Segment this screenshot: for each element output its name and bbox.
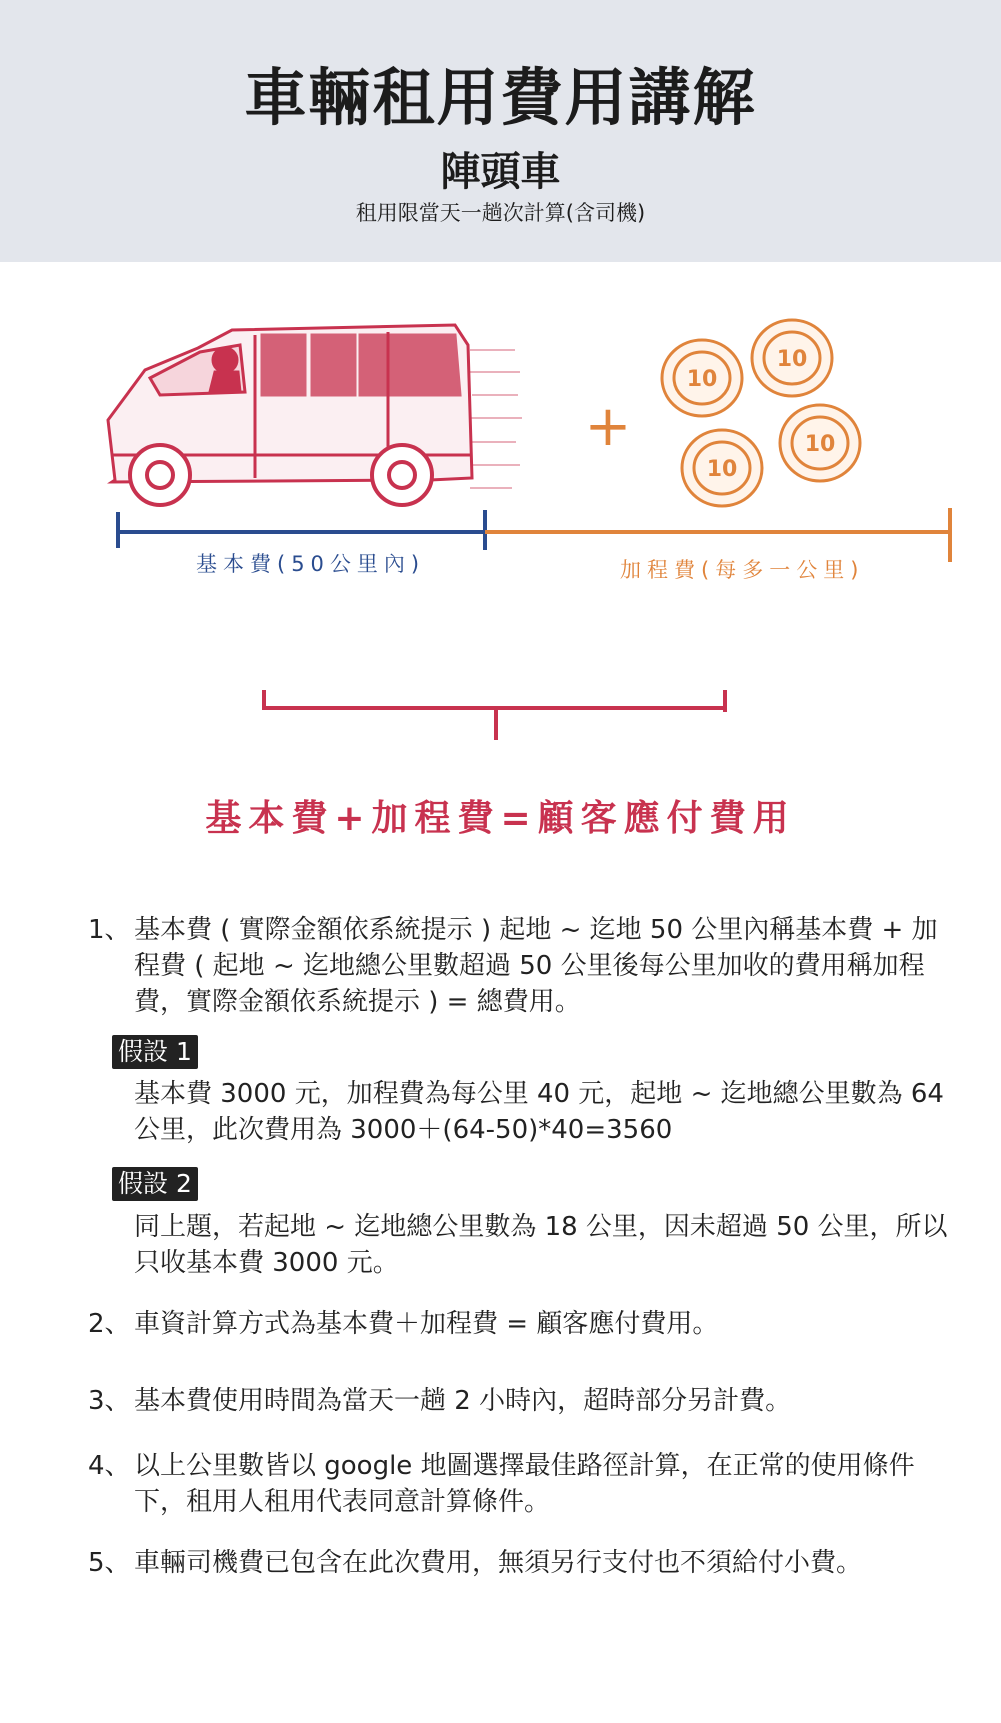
item-text: 基本費 ( 實際金額依系統提示 ) 起地 ~ 迄地 50 公里內稱基本費 + 加程費 ( 起地 ~ 迄地總公里數超過 50 公里後每公里加收的費用稱加程費，實際金額依系統提示 ) = 總費用。 [134, 915, 938, 1017]
item-number: 5、 [88, 1548, 131, 1578]
speed-lines [470, 350, 522, 488]
plus-sign: + [584, 394, 632, 459]
coin-label: 10 [706, 457, 738, 482]
item-number: 2、 [88, 1309, 131, 1339]
coin-label: 10 [686, 367, 718, 392]
extra-fee-label: 加程費(每多一公里) [620, 558, 865, 582]
item-text: 車資計算方式為基本費＋加程費 = 顧客應付費用。 [134, 1309, 719, 1339]
page-subtitle: 陣頭車 [440, 149, 561, 195]
item-number: 3、 [88, 1386, 131, 1416]
header-note: 租用限當天一趟次計算(含司機) [355, 201, 646, 225]
item-number: 4、 [88, 1451, 131, 1481]
total-bracket [264, 690, 725, 740]
example-text: 基本費 3000 元，加程費為每公里 40 元，起地 ~ 迄地總公里數為 64公里，此次費用為 3000＋(64-50)*40=3560 [134, 1079, 944, 1145]
item-text: 以上公里數皆以 google 地圖選擇最佳路徑計算，在正常的使用條件下，租用人租用代表同意計算條件。 [134, 1451, 915, 1517]
formula-text: 基本費+加程費=顧客應付費用 [205, 798, 796, 839]
coin-label: 10 [776, 347, 808, 372]
example-badge: 假設 2 [112, 1167, 198, 1201]
coin-label: 10 [804, 432, 836, 457]
list-item [88, 912, 958, 1020]
coin-icon [662, 320, 860, 506]
example-text: 同上題，若起地 ~ 迄地總公里數為 18 公里，因未超過 50 公里，所以只收基本費 3000 元。 [134, 1212, 948, 1278]
item-text: 車輛司機費已包含在此次費用，無須另行支付也不須給付小費。 [134, 1548, 863, 1578]
example-badge: 假設 1 [112, 1035, 198, 1069]
list-item [88, 1306, 958, 1342]
list-item [88, 1545, 958, 1581]
item-number: 1、 [88, 915, 131, 945]
base-range-bracket [118, 510, 485, 550]
list-item [88, 1383, 958, 1419]
list-item [88, 1448, 958, 1520]
base-fee-label: 基本費(50公里內) [196, 552, 426, 576]
page-title: 車輛租用費用講解 [244, 61, 757, 134]
header [0, 0, 1001, 262]
item-text: 基本費使用時間為當天一趟 2 小時內，超時部分另計費。 [134, 1386, 792, 1416]
